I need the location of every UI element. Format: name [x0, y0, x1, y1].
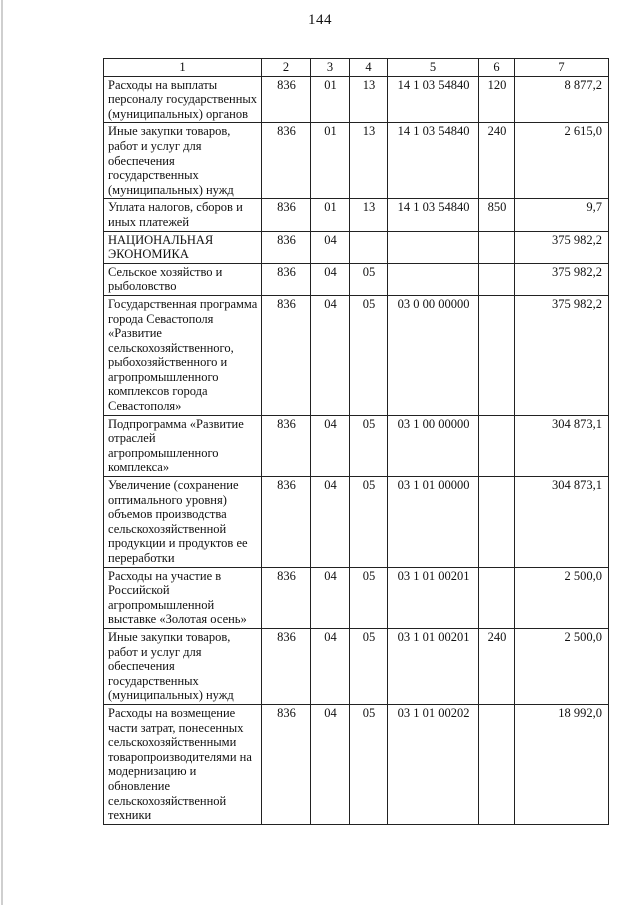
column-header: 7 — [515, 59, 609, 77]
column-header: 3 — [311, 59, 350, 77]
section-code: 01 — [311, 123, 350, 199]
column-header: 2 — [262, 59, 311, 77]
ministry-code: 836 — [262, 123, 311, 199]
expense-type-code — [479, 231, 515, 263]
table-row — [104, 628, 609, 704]
expense-type-code — [479, 263, 515, 295]
amount: 375 982,2 — [515, 295, 609, 415]
row-name: НАЦИОНАЛЬНАЯ ЭКОНОМИКА — [104, 231, 262, 263]
subsection-code: 05 — [350, 295, 388, 415]
row-name: Расходы на участие в Российской агропромышленной выставке «Золотая осень» — [104, 567, 262, 628]
subsection-code: 05 — [350, 567, 388, 628]
subsection-code: 13 — [350, 76, 388, 123]
column-header: 1 — [104, 59, 262, 77]
table-row — [104, 415, 609, 476]
table-header-row — [104, 59, 609, 77]
column-header: 4 — [350, 59, 388, 77]
subsection-code: 05 — [350, 415, 388, 476]
expense-type-code — [479, 567, 515, 628]
amount: 2 615,0 — [515, 123, 609, 199]
amount: 2 500,0 — [515, 628, 609, 704]
ministry-code: 836 — [262, 628, 311, 704]
target-article-code: 03 1 00 00000 — [388, 415, 479, 476]
target-article-code: 14 1 03 54840 — [388, 123, 479, 199]
expense-type-code: 850 — [479, 199, 515, 231]
ministry-code: 836 — [262, 295, 311, 415]
row-name: Уплата налогов, сборов и иных платежей — [104, 199, 262, 231]
row-name: Государственная программа города Севастополя «Развитие сельскохозяйственного, рыбохозяйственного и агропромышленного комплексов города Севастополя» — [104, 295, 262, 415]
table-row — [104, 477, 609, 568]
amount: 9,7 — [515, 199, 609, 231]
ministry-code: 836 — [262, 199, 311, 231]
table-row — [104, 76, 609, 123]
target-article-code — [388, 263, 479, 295]
row-name: Увеличение (сохранение оптимального уровня) объемов производства сельскохозяйственной продукции и продуктов ее переработки — [104, 477, 262, 568]
amount: 304 873,1 — [515, 415, 609, 476]
target-article-code: 03 1 01 00201 — [388, 567, 479, 628]
target-article-code: 03 1 01 00202 — [388, 704, 479, 824]
table-row — [104, 231, 609, 263]
section-code: 01 — [311, 199, 350, 231]
amount: 8 877,2 — [515, 76, 609, 123]
section-code: 04 — [311, 567, 350, 628]
column-header: 6 — [479, 59, 515, 77]
row-name: Подпрограмма «Развитие отраслей агропромышленного комплекса» — [104, 415, 262, 476]
subsection-code: 05 — [350, 477, 388, 568]
amount: 375 982,2 — [515, 263, 609, 295]
section-code: 04 — [311, 263, 350, 295]
target-article-code: 14 1 03 54840 — [388, 76, 479, 123]
amount: 18 992,0 — [515, 704, 609, 824]
table-row — [104, 123, 609, 199]
target-article-code: 14 1 03 54840 — [388, 199, 479, 231]
ministry-code: 836 — [262, 567, 311, 628]
expense-type-code: 240 — [479, 628, 515, 704]
ministry-code: 836 — [262, 415, 311, 476]
page-number: 144 — [308, 12, 332, 28]
row-name: Расходы на выплаты персоналу государственных (муниципальных) органов — [104, 76, 262, 123]
target-article-code: 03 1 01 00000 — [388, 477, 479, 568]
section-code: 04 — [311, 477, 350, 568]
table-row — [104, 704, 609, 824]
ministry-code: 836 — [262, 477, 311, 568]
subsection-code: 05 — [350, 263, 388, 295]
subsection-code: 13 — [350, 199, 388, 231]
section-code: 04 — [311, 704, 350, 824]
row-name: Расходы на возмещение части затрат, понесенных сельскохозяйственными товаропроизводителями на модернизацию и обновление сельскохозяйственной техники — [104, 704, 262, 824]
section-code: 04 — [311, 295, 350, 415]
ministry-code: 836 — [262, 263, 311, 295]
expense-type-code — [479, 477, 515, 568]
row-name: Иные закупки товаров, работ и услуг для обеспечения государственных (муниципальных) нужд — [104, 628, 262, 704]
section-code: 04 — [311, 628, 350, 704]
subsection-code: 05 — [350, 628, 388, 704]
amount: 2 500,0 — [515, 567, 609, 628]
subsection-code — [350, 231, 388, 263]
table-row — [104, 295, 609, 415]
budget-table — [103, 58, 609, 825]
amount: 375 982,2 — [515, 231, 609, 263]
expense-type-code — [479, 295, 515, 415]
ministry-code: 836 — [262, 76, 311, 123]
scan-edge — [1, 0, 3, 905]
row-name: Иные закупки товаров, работ и услуг для обеспечения государственных (муниципальных) нужд — [104, 123, 262, 199]
ministry-code: 836 — [262, 704, 311, 824]
table-row — [104, 567, 609, 628]
expense-type-code — [479, 415, 515, 476]
section-code: 01 — [311, 76, 350, 123]
subsection-code: 13 — [350, 123, 388, 199]
target-article-code — [388, 231, 479, 263]
amount: 304 873,1 — [515, 477, 609, 568]
expense-type-code: 240 — [479, 123, 515, 199]
section-code: 04 — [311, 415, 350, 476]
section-code: 04 — [311, 231, 350, 263]
expense-type-code — [479, 704, 515, 824]
expense-type-code: 120 — [479, 76, 515, 123]
ministry-code: 836 — [262, 231, 311, 263]
table-row — [104, 263, 609, 295]
column-header: 5 — [388, 59, 479, 77]
subsection-code: 05 — [350, 704, 388, 824]
table-row — [104, 199, 609, 231]
target-article-code: 03 0 00 00000 — [388, 295, 479, 415]
row-name: Сельское хозяйство и рыболовство — [104, 263, 262, 295]
target-article-code: 03 1 01 00201 — [388, 628, 479, 704]
